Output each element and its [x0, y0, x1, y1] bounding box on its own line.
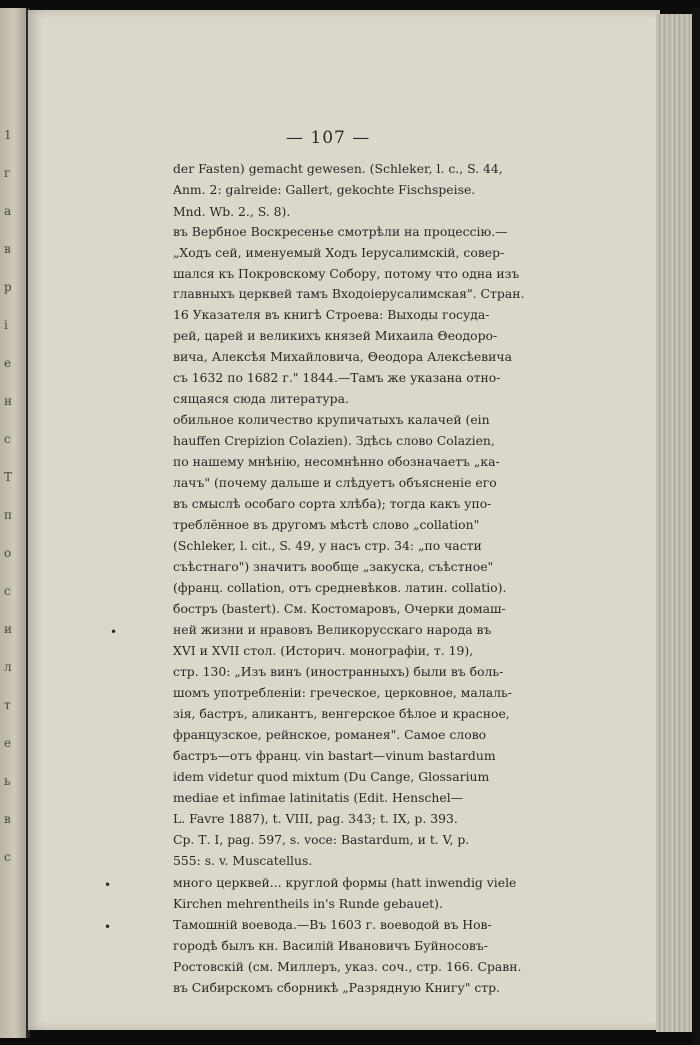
text-line: въ Сибирскомъ сборникѣ „Разрядную Книгу" стр. [173, 980, 500, 995]
text-line: Mnd. Wb. 2., S. 8). [173, 204, 291, 219]
text-line: съ 1632 по 1682 г." 1844.—Тамъ же указана отно- [173, 370, 501, 385]
text-line: „Ходъ сей, именуемый Ходъ Iерусалимскiй, совер- [173, 245, 505, 260]
left-page-glyph: с [4, 432, 11, 446]
text-line: главныхъ церквей тамъ Входоiерусалимская". Стран. [173, 286, 525, 301]
left-page-glyph: р [4, 280, 12, 294]
left-page-glyph: л [4, 660, 12, 674]
text-line: hauffen Crepizion Colazien). Здѣсь слово Colazien, [173, 433, 495, 448]
text-line: зія, бастръ, аликантъ, венгерское бѣлое и красное, [173, 706, 510, 721]
text-line: стр. 130: „Изъ винъ (иностранныхъ) были въ боль- [173, 664, 504, 679]
text-line: Ростовскiй (см. Миллеръ, указ. соч., стр. 166. Сравн. [173, 959, 522, 974]
left-page-glyph: п [4, 508, 12, 522]
text-line: L. Favre 1887), t. VIII, pag. 343; t. IX, p. 393. [173, 811, 458, 826]
left-page-glyph: с [4, 850, 11, 864]
text-line: idem videtur quod mixtum (Du Cange, Glossarium [173, 769, 490, 784]
margin-dot: • [110, 625, 118, 639]
left-page-glyph: т [4, 698, 11, 712]
text-line: сящаяся сюда литература. [173, 391, 349, 406]
text-line: лачъ" (почему дальше и слѣдуетъ объясненiе его [173, 475, 497, 490]
text-line: бостръ (bastert). См. Костомаровъ, Очерки домаш- [173, 601, 506, 616]
text-line: бастръ—отъ франц. vin bastart—vinum bastardum [173, 748, 496, 763]
text-line: 555: s. v. Muscatellus. [173, 853, 313, 868]
left-page-glyph: Т [4, 470, 13, 484]
text-line: (франц. collation, отъ средневѣков. латин. collatio). [173, 580, 507, 595]
text-line: рей, царей и великихъ князей Михаила Θеодоро- [173, 328, 498, 343]
text-line: der Fasten) gemacht gewesen. (Schleker, l. c., S. 44, [173, 161, 503, 176]
left-page-glyph: о [4, 546, 12, 560]
left-page-glyph: в [4, 812, 11, 826]
text-line: Тамошнiй воевода.—Въ 1603 г. воеводой въ Нов- [173, 917, 492, 932]
left-page-glyph: в [4, 242, 11, 256]
text-line: по нашему мнѣнiю, несомнѣнно обозначаетъ „ка- [173, 454, 500, 469]
text-line: шомъ употребленiи: греческое, церковное, малаль- [173, 685, 512, 700]
text-line: 16 Указателя въ книгѣ Строева: Выходы госуда- [173, 307, 490, 322]
text-line: вича, Алексѣя Михайловича, Θеодора Алексѣевича [173, 349, 512, 364]
left-page-glyph: 1 [4, 128, 12, 142]
text-line: городѣ былъ кн. Василiй Ивановичъ Буйносовъ- [173, 938, 488, 953]
left-page-glyph: а [4, 204, 12, 218]
text-line: французское, рейнское, романея". Самое слово [173, 727, 487, 742]
text-line: въ Вербное Воскресенье смотрѣли на процессiю.— [173, 224, 508, 239]
left-page-glyph: н [4, 394, 12, 408]
text-line: ней жизни и нравовъ Великорусскаго народа въ [173, 622, 492, 637]
left-page-edge [0, 8, 26, 1038]
margin-dot: • [104, 920, 112, 934]
document-page [28, 10, 660, 1030]
text-line: треблённое въ другомъ мѣстѣ слово „collation" [173, 517, 480, 532]
page-number: — 107 — [286, 128, 371, 148]
left-page-glyph: е [4, 736, 12, 750]
text-line: Anm. 2: galreide: Gallert, gekochte Fischspeise. [173, 182, 476, 197]
left-page-glyph: с [4, 584, 11, 598]
text-line: обильное количество крупичатыхъ калачей (ein [173, 412, 490, 427]
text-line: много церквей... круглой формы (hatt inwendig viele [173, 875, 517, 890]
left-page-glyph: г [4, 166, 11, 180]
text-line: шался къ Покровскому Собору, потому что одна изъ [173, 266, 520, 281]
page-stack-edge [656, 14, 696, 1032]
text-line: Kirchen mehrentheils in's Runde gebauet). [173, 896, 443, 911]
book-border [692, 8, 700, 1045]
left-page-glyph: е [4, 356, 12, 370]
text-line: XVI и XVII стол. (Историч. монографiи, т. 19), [173, 643, 474, 658]
margin-dot: • [104, 878, 112, 892]
left-page-glyph: и [4, 622, 12, 636]
text-line: съѣстнаго") значитъ вообще „закуска, съѣстное" [173, 559, 494, 574]
text-line: (Schleker, l. cit., S. 49, у насъ стр. 34: „по части [173, 538, 482, 553]
left-page-glyph: і [4, 318, 8, 332]
text-line: въ смыслѣ особаго сорта хлѣба); тогда какъ упо- [173, 496, 492, 511]
text-line: mediae et infimae latinitatis (Edit. Henschel— [173, 790, 464, 805]
text-line: Ср. Т. I, pag. 597, s. voce: Bastardum, и t. V, p. [173, 832, 470, 847]
left-page-glyph: ь [4, 774, 11, 788]
